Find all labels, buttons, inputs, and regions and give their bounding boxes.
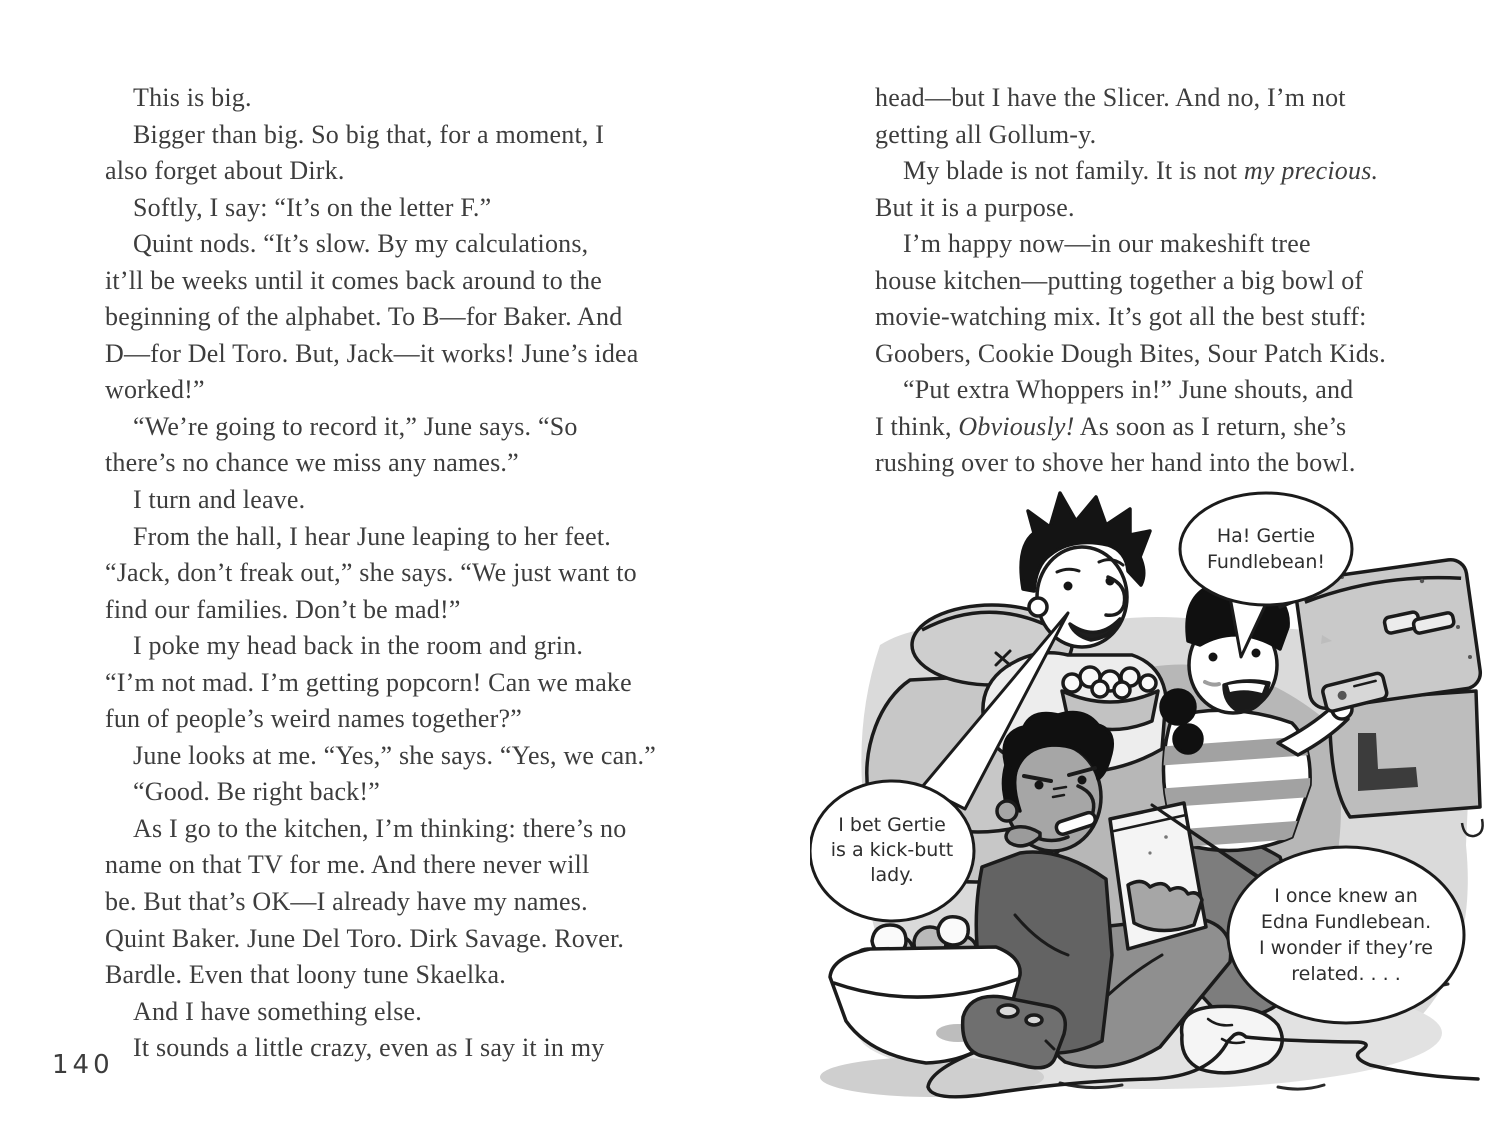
speech-bubble-line: related. . . . [1291,963,1401,985]
text-line: “We’re going to record it,” June says. “So [133,411,578,441]
text-line: movie-watching mix. It’s got all the best stuff: [875,302,1367,332]
text-line: But it is a purpose. [875,192,1075,222]
text-line: Softly, I say: “It’s on the letter F.” [133,192,492,222]
text-line: getting all Gollum-y. [875,119,1097,149]
speech-bubble-line: Ha! Gertie [1216,525,1316,547]
text-line: Bardle. Even that loony tune Skaelka. [105,960,506,990]
illustration-kids-watching-tv [810,485,1490,1113]
speech-bubble-line: Fundlebean! [1206,551,1326,573]
text-line: As I go to the kitchen, I’m thinking: there’s no [133,813,627,843]
text-line: “Put extra Whoppers in!” June shouts, and [903,375,1354,405]
right-page-text [875,80,1450,482]
text-line: rushing over to shove her hand into the bowl. [875,448,1356,478]
text-line: house kitchen—putting together a big bowl of [875,265,1364,295]
text-line: D—for Del Toro. But, Jack—it works! June’s idea [105,338,639,368]
text-line: From the hall, I hear June leaping to her feet. [133,521,611,551]
text-line: “I’m not mad. I’m getting popcorn! Can we make [105,667,632,697]
speech-bubble-line: is a kick-butt [830,839,954,861]
speech-bubble-line: I once knew an [1274,885,1418,907]
text-line: Bigger than big. So big that, for a moment, I [133,119,605,149]
text-line: My blade is not family. It is not my precious. [903,156,1379,186]
text-line: And I have something else. [133,996,422,1026]
text-line: Quint Baker. June Del Toro. Dirk Savage. Rover. [105,923,625,953]
text-line: head—but I have the Slicer. And no, I’m not [875,83,1346,112]
text-line: June looks at me. “Yes,” she says. “Yes, we can.” [133,740,656,770]
left-page-text [105,80,680,1067]
text-line: It sounds a little crazy, even as I say it in my [133,1033,605,1063]
text-line: beginning of the alphabet. To B—for Baker. And [105,302,623,332]
text-line: Quint nods. “It’s slow. By my calculations, [133,229,589,259]
text-line: I’m happy now—in our makeshift tree [903,229,1311,259]
text-line: it’ll be weeks until it comes back around to the [105,265,602,295]
text-line: “Jack, don’t freak out,” she says. “We just want to [105,558,637,588]
illustration-drawing [810,485,1490,1113]
text-line: name on that TV for me. And there never will [105,850,590,880]
text-line: also forget about Dirk. [105,156,345,186]
speech-bubble-line: I wonder if they’re [1258,937,1433,959]
speech-bubble-line: Edna Fundlebean. [1260,911,1432,933]
text-line: worked!” [105,375,205,405]
text-line: there’s no chance we miss any names.” [105,448,519,478]
text-line: find our families. Don’t be mad!” [105,594,461,624]
text-line: be. But that’s OK—I already have my names. [105,887,588,917]
text-line: I turn and leave. [133,485,306,515]
speech-bubble-line: lady. [870,864,914,886]
text-line: Goobers, Cookie Dough Bites, Sour Patch Kids. [875,338,1386,368]
page-right [750,0,1500,1125]
page-number: 140 [52,1050,114,1080]
text-line: “Good. Be right back!” [133,777,380,807]
text-line: This is big. [133,83,252,112]
text-line: I poke my head back in the room and grin. [133,631,584,661]
text-line: fun of people’s weird names together?” [105,704,522,734]
speech-bubble-line: I bet Gertie [838,814,946,836]
text-line: I think, Obviously! As soon as I return, she’s [875,411,1347,441]
